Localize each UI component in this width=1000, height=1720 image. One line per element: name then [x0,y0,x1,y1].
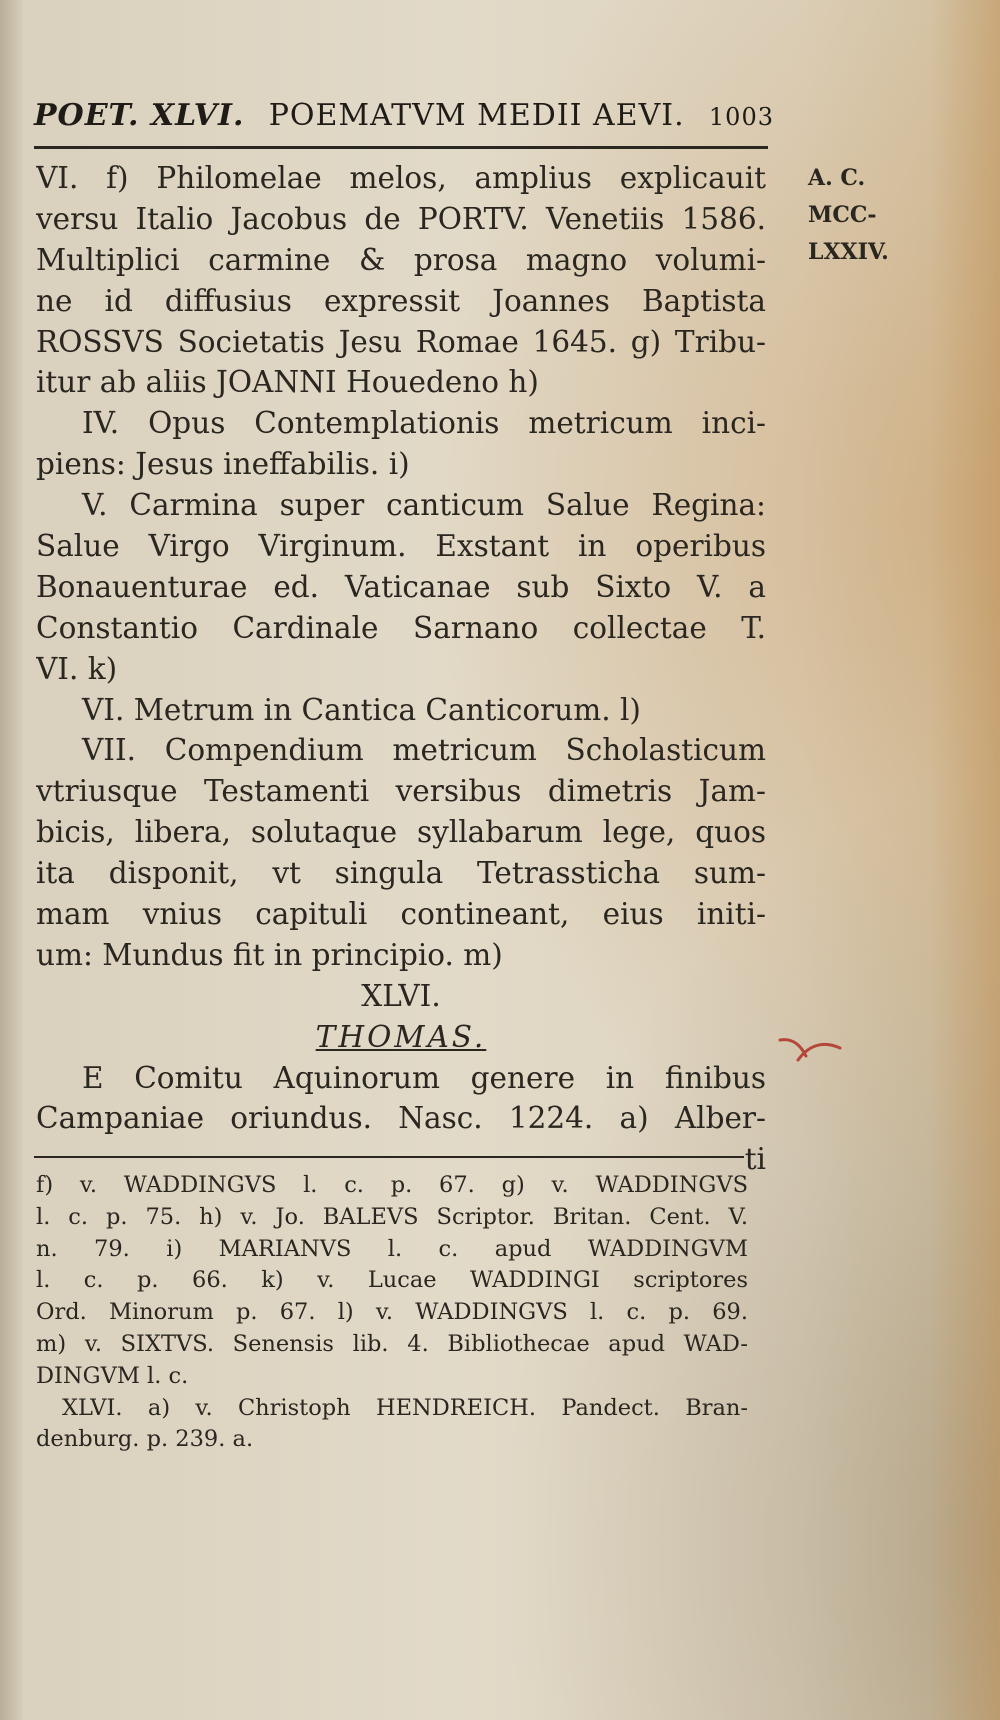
text-line: VI. f) Philomelae melos, amplius explicauit [36,161,766,195]
text-line: vtriusque Testamenti versibus dimetris Jam- [36,774,766,809]
header-section: POET. XLVI. [34,98,245,133]
header-rule [34,146,768,149]
text-line: itur ab aliis JOANNI Houedeno h) [36,365,539,400]
text-line: Campaniae oriundus. Nasc. 1224. a) Alber- [36,1101,766,1136]
text-line: VII. Compendium metricum Scholasticum [82,733,766,768]
heading-text: THOMAS. [315,1019,487,1054]
footnote-line: denburg. p. 239. a. [36,1426,254,1453]
margin-note-line: LXXIV. [808,239,889,265]
text-line: bicis, libera, solutaque syllabarum lege, quos [36,815,766,850]
footnote-line: XLVI. a) v. Christoph HENDREICH. Pandect. Bran- [62,1394,748,1421]
text-line: um: Mundus fit in principio. m) [36,937,503,972]
page-edge-stain [930,0,1000,1720]
text-line: ROSSVS Societatis Jesu Romae 1645. g) Tribu- [36,324,766,359]
text-line: versu Italio Jacobus de PORTV. Venetiis 1586. [36,201,766,236]
running-header [34,98,774,142]
text-line: ne id diffusius expressit Joannes Baptista [36,283,766,318]
footnote-line: DINGVM l. c. [36,1362,189,1389]
chapter-number: XLVI. [361,978,441,1013]
footnote-line: l. c. p. 75. h) v. Jo. BALEVS Scriptor. Britan. Cent. V. [36,1203,748,1230]
footnote-rule [34,1156,744,1158]
text-line: ita disponit, vt singula Tetrassticha sum- [36,856,766,891]
margin-note-line: A. C. [808,165,866,191]
header-title: POEMATVM MEDII AEVI. [268,98,685,133]
text-line: Constantio Cardinale Sarnano collectae T. [36,610,766,645]
text-line: VI. Metrum in Cantica Canticorum. l) [82,692,641,727]
footnote-line: f) v. WADDINGVS l. c. p. 67. g) v. WADDINGVS [36,1172,748,1198]
text-line: Bonauenturae ed. Vaticanae sub Sixto V. a [36,569,766,604]
text-line: E Comitu Aquinorum genere in finibus [82,1060,766,1095]
text-line: Multiplici carmine & prosa magno volumi- [36,242,766,277]
main-text [36,158,766,1180]
footnote-line: m) v. SIXTVS. Senensis lib. 4. Bibliothecae apud WAD- [36,1330,748,1357]
text-line: IV. Opus Contemplationis metricum inci- [82,406,766,441]
text-line: VI. k) [36,651,118,686]
margin-note-line: MCC- [808,202,877,228]
footnote-line: Ord. Minorum p. 67. l) v. WADDINGVS l. c. p. 69. [36,1299,748,1326]
margin-note [808,160,908,271]
chapter-heading [36,1017,766,1058]
pencil-mark-icon [778,1036,842,1066]
footnotes [36,1170,748,1456]
page-gutter [0,0,22,1720]
text-line: V. Carmina super canticum Salue Regina: [82,488,766,523]
catchword: ti [744,1142,766,1177]
text-line: Salue Virgo Virginum. Exstant in operibus [36,529,766,564]
text-line: piens: Jesus ineffabilis. i) [36,447,410,482]
text-line: mam vnius capituli contineant, eius initi- [36,897,766,932]
page-number: 1003 [708,103,774,131]
footnote-line: n. 79. i) MARIANVS l. c. apud WADDINGVM [36,1235,748,1262]
footnote-line: l. c. p. 66. k) v. Lucae WADDINGI scriptores [36,1267,748,1294]
